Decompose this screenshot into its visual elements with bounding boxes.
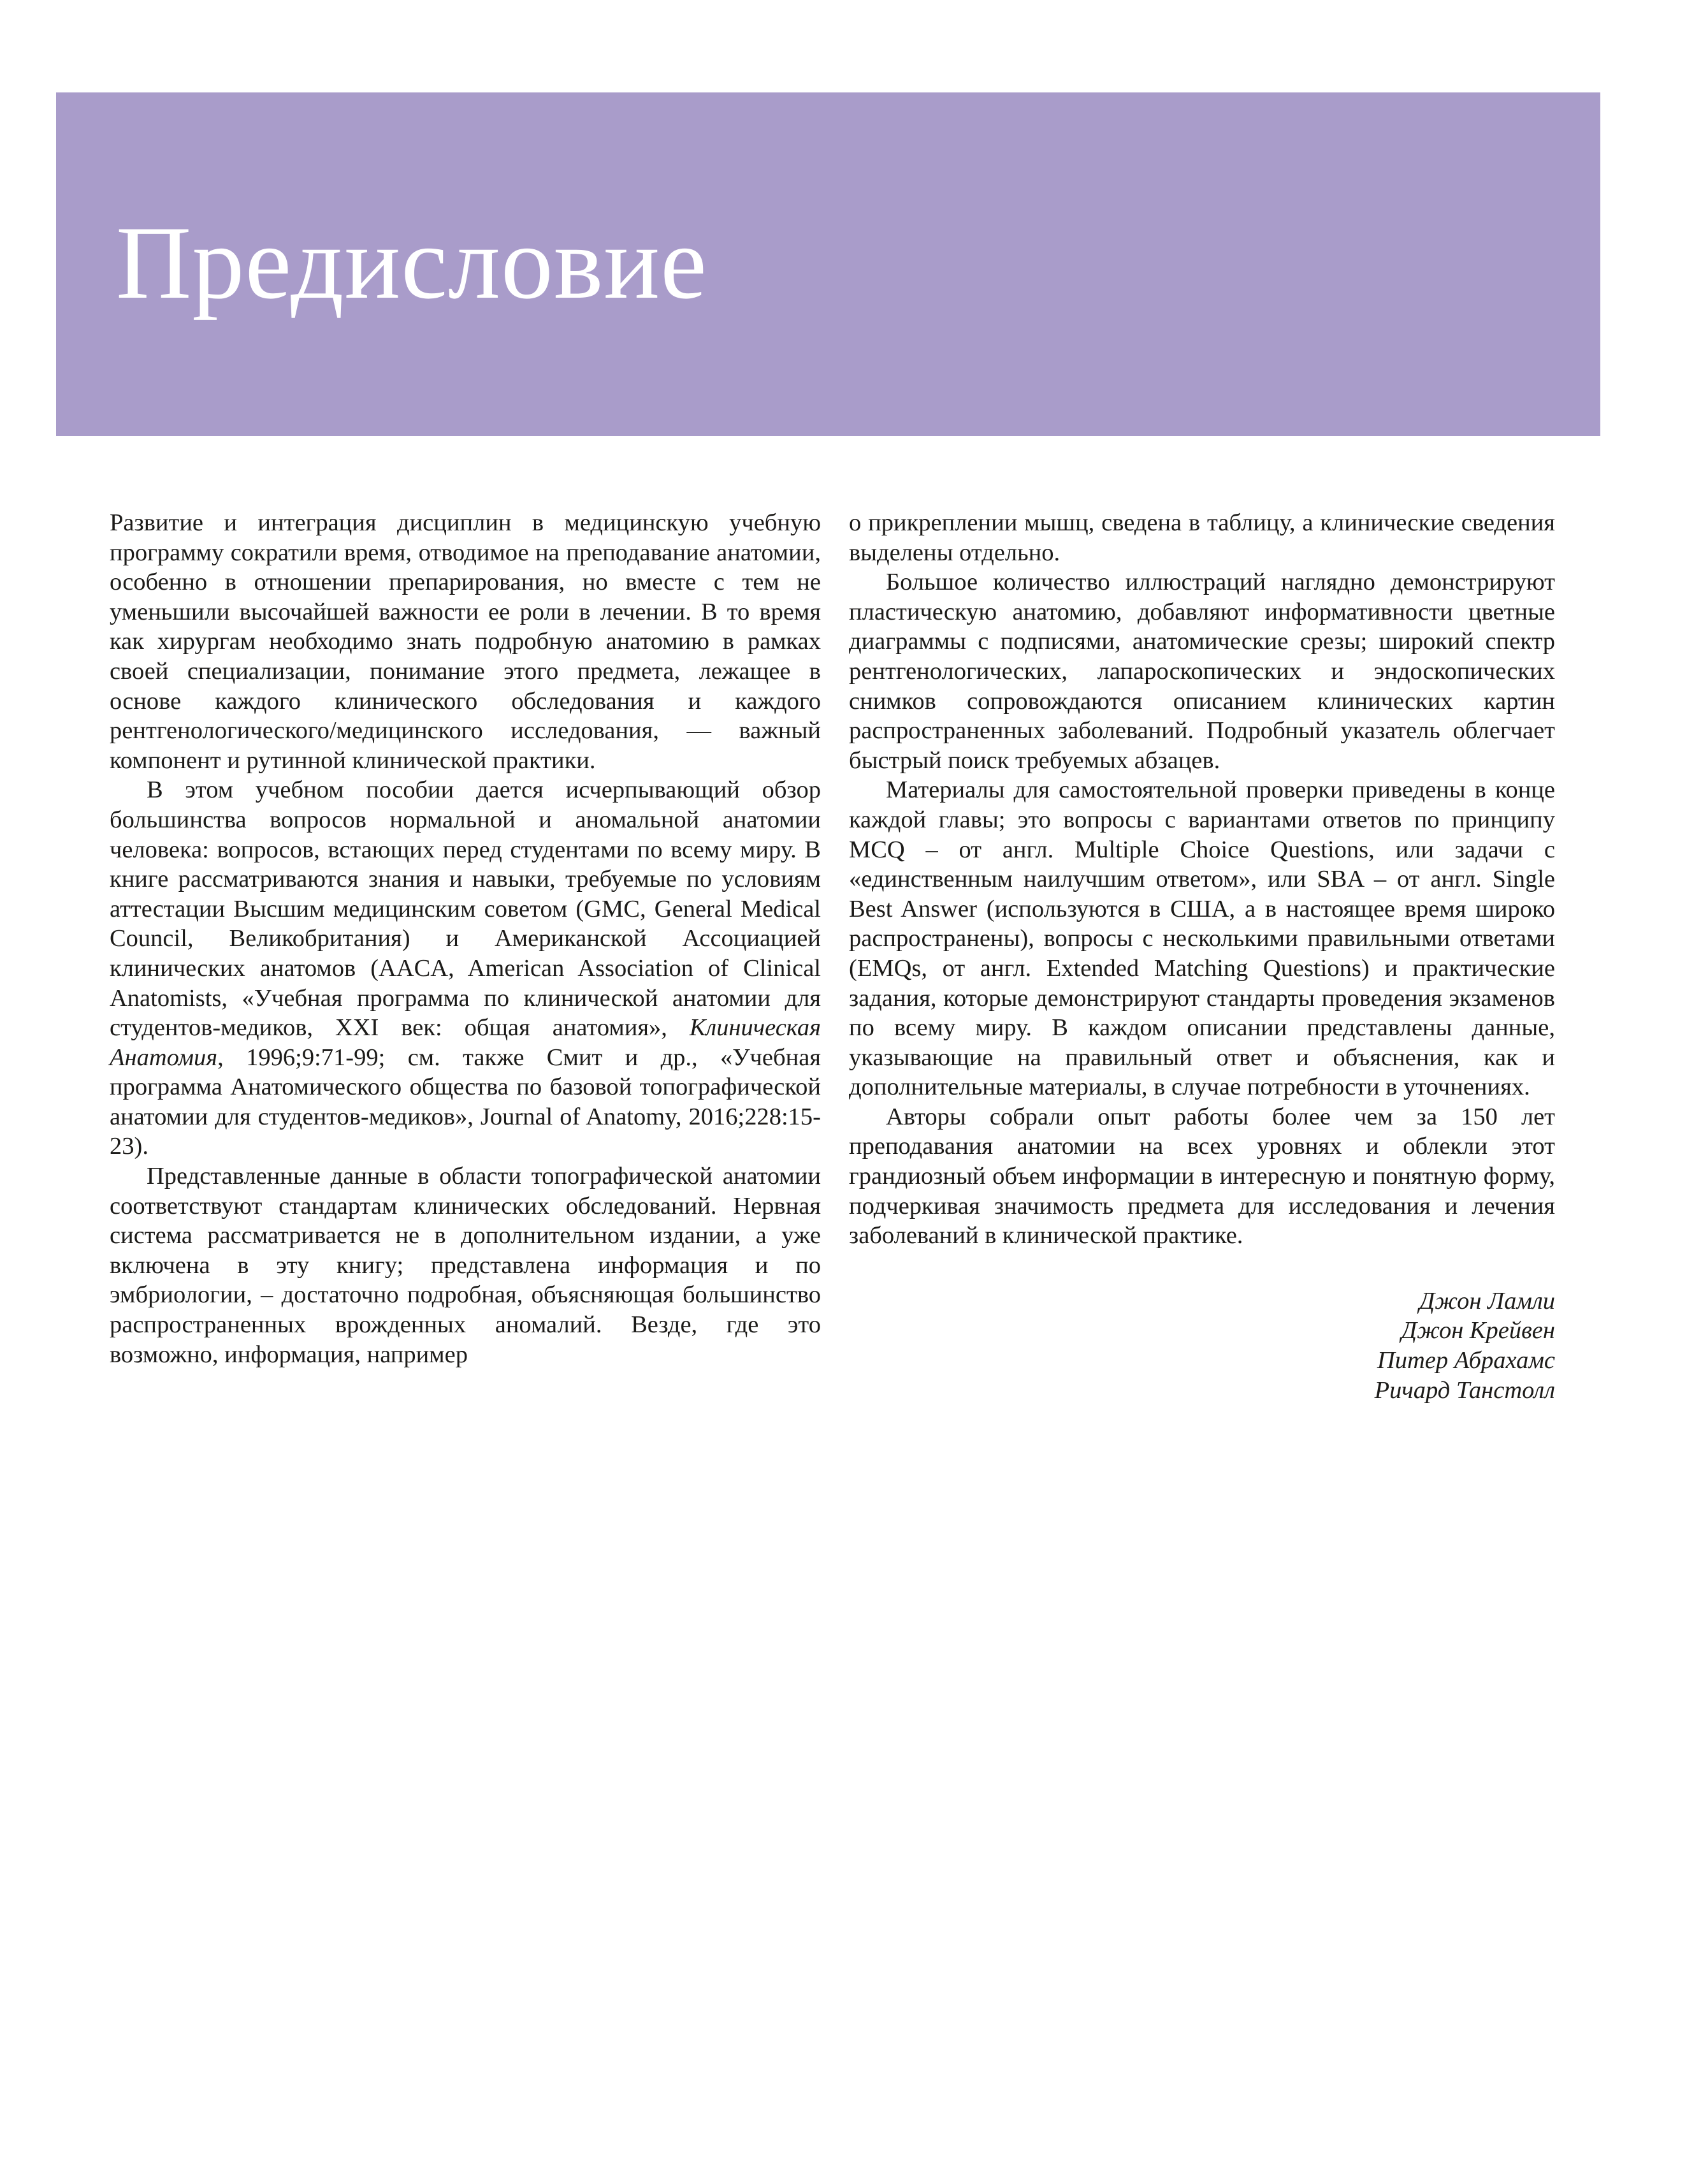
paragraph-4: Большое количество иллюстраций наглядно демонстрируют пластическую анатомию, добавляют информативности цветные диаграммы с подписями, анатомические срезы; широкий спектр рентгенологических, лапароскопических и эндоскопических снимков сопровождаются описанием клинических картин распространенных заболеваний. Подробный указатель облегчает быстрый поиск требуемых абзацев.	[849, 569, 1555, 774]
paragraph-1: Развитие и интеграция дисциплин в медицинскую учебную программу сократили время, отводимое на преподавание анатомии, особенно в отношении препарирования, но вместе с тем не уменьшили высочайшей важности ее роли в лечении. В то время как хирургам необходимо знать подробную анатомию в рамках своей специализации, понимание этого предмета, лежащее в основе каждого клинического обследования и каждого рентгенологического/медицинского исследования, — важный компонент и рутинной клинической практики.	[110, 509, 821, 774]
paragraph-3: Представленные данные в области топографической анатомии соответствуют стандартам клинических обследований. Нервная система рассматривается не в дополнительном издании, а уже включена в эту книгу; представлена информация и по эмбриологии, – достаточно подробная, объясняющая большинство распространенных врожденных аномалий. Везде, где это возможно, информация, например	[110, 1163, 821, 1368]
chapter-header-banner	[56, 92, 1600, 436]
paragraph-2-text: В этом учебном пособии дается исчерпывающий обзор большинства вопросов нормальной и аномальной анатомии человека: вопросов, встающих перед студентами по всему миру. В книге рассматриваются знания и навыки, требуемые по условиям аттестации Высшим медицинским советом (GMC, General Medical Council, Великобритания) и Американской Ассоциацией клинических анатомов (AACA, American Association of Clinical Anatomists, «Учебная программа по клинической анатомии для студентов-медиков, XXI век: общая анатомия»,	[110, 776, 821, 1042]
paragraph-2	[110, 775, 821, 1161]
author-signature: Джон Крейвен	[1401, 1317, 1555, 1344]
author-signature: Питер Абрахамс	[1377, 1347, 1555, 1374]
author-signature: Джон Ламли	[1419, 1287, 1555, 1314]
page-title: Предисловие	[116, 205, 707, 321]
author-signatures	[849, 1286, 1555, 1405]
paragraph-6: Авторы собрали опыт работы более чем за 150 лет преподавания анатомии на всех уровнях и облекли этот грандиозный объем информации в интересную и понятную форму, подчеркивая значимость предмета для исследования и лечения заболеваний в клинической практике.	[849, 1103, 1555, 1249]
text-column-right	[849, 508, 1555, 1405]
paragraph-2-text-continued: , 1996;9:71-99; см. также Смит и др., «Учебная программа Анатомического общества по базовой топографической анатомии для студентов-медиков», Journal of Anatomy, 2016;228:15-23).	[110, 1044, 821, 1160]
paragraph-2-italic-journal-title: Клиническая Анатомия	[110, 1014, 821, 1071]
paragraph-5: Материалы для самостоятельной проверки приведены в конце каждой главы; это вопросы с вариантами ответов по принципу MCQ – от англ. Multiple Choice Questions, или задачи с «единственным наилучшим ответом», или SBA – от англ. Single Best Answer (используются в США, а в настоящее время широко распространены), вопросы с несколькими правильными ответами (EMQs, от англ. Extended Matching Questions) и практические задания, которые демонстрируют стандарты проведения экзаменов по всему миру. В каждом описании представлены данные, указывающие на правильный ответ и объяснения, как и дополнительные материалы, в случае потребности в уточнениях.	[849, 776, 1555, 1101]
author-signature: Ричард Танстолл	[1374, 1376, 1555, 1404]
text-column-left	[110, 508, 821, 1369]
paragraph-3-continuation: о прикреплении мышц, сведена в таблицу, а клинические сведения выделены отдельно.	[849, 509, 1555, 566]
